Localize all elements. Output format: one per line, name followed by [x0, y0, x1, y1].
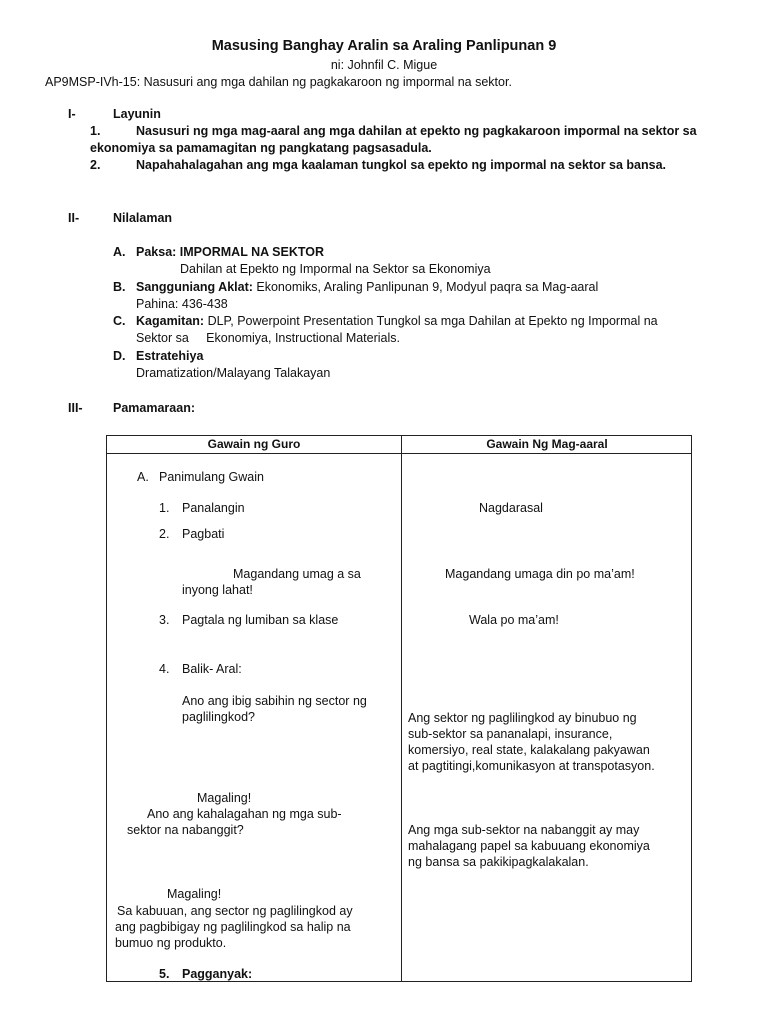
item-letter: D.: [113, 349, 126, 363]
document-author: ni: Johnfil C. Migue: [330, 58, 438, 72]
item-subtext: Dahilan at Epekto ng Impormal na Sektor sa Ekonomiya: [180, 262, 491, 276]
student-answer: Ang sektor ng paglilingkod ay binubuo ng: [408, 711, 637, 725]
document-title: Masusing Banghay Aralin sa Araling Panlipunan 9: [211, 38, 557, 54]
step-text: Panimulang Gwain: [159, 470, 264, 484]
item-label: Sangguniang Aklat:: [136, 280, 253, 294]
item-subtext: Dramatization/Malayang Talakayan: [136, 366, 331, 380]
item-value: IMPORMAL NA SEKTOR: [179, 245, 325, 259]
aklat-line: [136, 280, 598, 294]
table-header-row: [107, 436, 691, 454]
student-response: Wala po ma’am!: [469, 613, 559, 627]
item-label: Kagamitan:: [136, 314, 205, 328]
teacher-question: Ano ang kahalagahan ng mga sub-: [147, 807, 342, 821]
teacher-line: inyong lahat!: [182, 583, 253, 597]
teacher-praise: Magaling!: [197, 791, 252, 805]
teacher-question: sektor na nabanggit?: [127, 823, 244, 837]
competency-code: AP9MSP-IVh-15: Nasusuri ang mga dahilan ng pagkakaroon ng impormal na sektor.: [45, 75, 512, 89]
step-number: 3.: [159, 613, 170, 627]
student-response: Nagdarasal: [479, 501, 543, 515]
step-text: Panalangin: [182, 501, 245, 515]
teacher-summary: ang pagbibigay ng paglilingkod sa halip na: [115, 920, 351, 934]
item-subtext: Pahina: 436-438: [136, 297, 228, 311]
item-value: Ekonomiks, Araling Panlipunan 9, Modyul paqra sa Mag-aaral: [256, 280, 599, 294]
paksa-line: [136, 245, 324, 259]
step-number: 5.: [159, 967, 170, 981]
section-heading: Nilalaman: [113, 211, 173, 225]
step-number: 2.: [159, 527, 170, 541]
item-value: DLP, Powerpoint Presentation Tungkol sa mga Dahilan at Epekto ng Impormal na: [207, 314, 658, 328]
procedure-table: [106, 435, 692, 982]
student-answer: mahalagang papel sa kabuuang ekonomiya: [408, 839, 650, 853]
step-text: Pagganyak:: [182, 967, 253, 981]
teacher-praise: Magaling!: [167, 887, 222, 901]
teacher-summary: Sa kabuuan, ang sector ng paglilingkod ay: [117, 904, 353, 918]
item-label: Estratehiya: [136, 349, 204, 363]
item-subtext: Sektor sa Ekonomiya, Instructional Materials.: [136, 331, 400, 345]
objective-text: Napahahalagahan ang mga kaalaman tungkol sa epekto ng impormal na sektor sa bansa.: [136, 158, 667, 172]
section-heading: Pamamaraan:: [113, 401, 195, 415]
objective-number: 2.: [90, 158, 101, 172]
item-label: Paksa:: [136, 245, 177, 259]
step-letter: A.: [137, 470, 149, 484]
column-header-guro: Gawain ng Guro: [207, 437, 301, 451]
item-letter: C.: [113, 314, 126, 328]
student-response: Magandang umaga din po ma’am!: [445, 567, 635, 581]
section-numeral: II-: [68, 211, 80, 225]
student-answer: Ang mga sub-sektor na nabanggit ay may: [408, 823, 640, 837]
section-heading: Layunin: [113, 107, 161, 121]
teacher-summary: bumuo ng produkto.: [115, 936, 227, 950]
student-answer: sub-sektor sa pananalapi, insurance,: [408, 727, 613, 741]
teacher-question: paglilingkod?: [182, 710, 255, 724]
step-text: Pagtala ng lumiban sa klase: [182, 613, 339, 627]
student-answer: ng bansa sa pakikipagkalakalan.: [408, 855, 589, 869]
student-answer: komersiyo, real state, kalakalang pakyawan: [408, 743, 650, 757]
step-number: 4.: [159, 662, 170, 676]
objective-text: Nasusuri ng mga mag-aaral ang mga dahilan at epekto ng pagkakaroon impormal na sektor sa: [136, 124, 697, 138]
section-numeral: I-: [68, 107, 76, 121]
student-answer: at pagtitingi,komunikasyon at transpotasyon.: [408, 759, 655, 773]
kagamitan-line: [136, 314, 658, 328]
step-number: 1.: [159, 501, 170, 515]
item-letter: A.: [113, 245, 126, 259]
teacher-question: Ano ang ibig sabihin ng sector ng: [182, 694, 367, 708]
objective-number: 1.: [90, 124, 101, 138]
section-numeral: III-: [68, 401, 83, 415]
item-letter: B.: [113, 280, 126, 294]
step-text: Pagbati: [182, 527, 225, 541]
step-text: Balik- Aral:: [182, 662, 242, 676]
objective-text-continued: ekonomiya sa pamamagitan ng pangkatang pagsasadula.: [90, 141, 432, 155]
teacher-line: Magandang umag a sa: [233, 567, 361, 581]
column-header-magaaral: Gawain Ng Mag-aaral: [486, 437, 608, 451]
column-divider: [401, 436, 402, 981]
